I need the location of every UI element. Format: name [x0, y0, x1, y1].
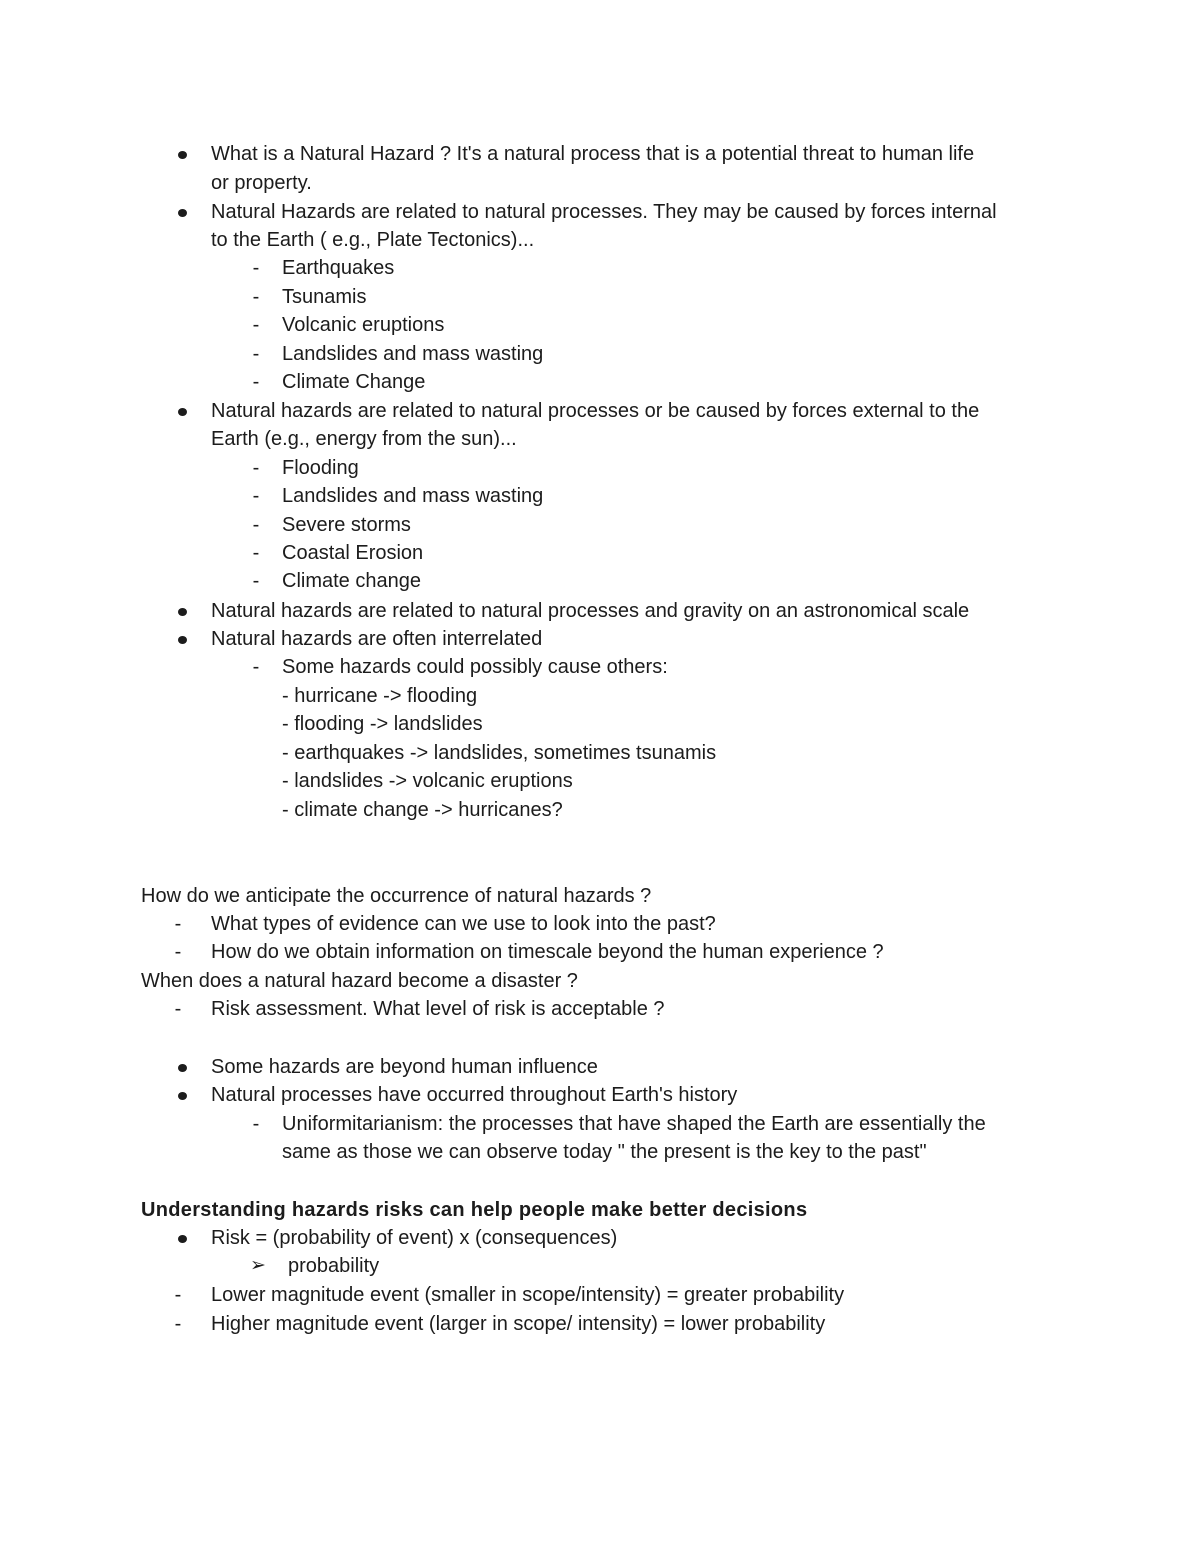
bullet-item — [0, 397, 1200, 426]
dash-marker: - — [252, 314, 260, 336]
bullet-dot — [172, 1053, 196, 1082]
dash-item — [0, 910, 1200, 939]
item-text: How do we obtain information on timescale beyond the human experience ? — [211, 941, 884, 963]
item-text: Landslides and mass wasting — [282, 343, 544, 365]
dash-marker: - — [174, 998, 182, 1020]
cause-item — [0, 796, 1200, 825]
arrow-icon: ➢ — [250, 1255, 266, 1276]
dash-item — [0, 995, 1200, 1024]
item-text: Earthquakes — [282, 257, 395, 279]
bullet-dot — [172, 1081, 196, 1110]
dash-marker: - — [174, 1313, 182, 1335]
dash-marker: - — [174, 941, 182, 963]
item-text: Climate Change — [282, 371, 426, 393]
item-text: Coastal Erosion — [282, 542, 424, 564]
item-text: - flooding -> landslides — [282, 713, 483, 735]
item-text: Earth (e.g., energy from the sun)... — [211, 428, 517, 450]
dash-marker: - — [252, 343, 260, 365]
dash-marker: - — [252, 485, 260, 507]
item-text: Natural processes have occurred throughout Earth's history — [211, 1084, 738, 1106]
heading-text: Understanding hazards risks can help people make better decisions — [141, 1199, 808, 1221]
item-text: - earthquakes -> landslides, sometimes tsunamis — [282, 742, 717, 764]
item-text: - hurricane -> flooding — [282, 685, 478, 707]
sub-item — [0, 254, 1200, 283]
item-text: Volcanic eruptions — [282, 314, 445, 336]
item-text: Higher magnitude event (larger in scope/ intensity) = lower probability — [211, 1313, 826, 1335]
dash-marker: - — [252, 542, 260, 564]
wrapped-text — [0, 169, 1200, 198]
dash-marker: - — [252, 570, 260, 592]
item-text: Landslides and mass wasting — [282, 485, 544, 507]
sub-item — [0, 454, 1200, 483]
arrow-item — [0, 1252, 1200, 1281]
wrapped-text — [0, 226, 1200, 255]
sub-item — [0, 511, 1200, 540]
dash-marker: - — [174, 1284, 182, 1306]
sub-item — [0, 283, 1200, 312]
bullet-dot — [172, 1224, 196, 1253]
bullet-item — [0, 597, 1200, 626]
bullet-item — [0, 1224, 1200, 1253]
bullet-dot — [172, 198, 196, 227]
sub-item — [0, 567, 1200, 596]
sub-item — [0, 653, 1200, 682]
cause-item — [0, 682, 1200, 711]
dash-marker: - — [252, 371, 260, 393]
item-text: probability — [288, 1255, 380, 1277]
bullet-dot — [172, 597, 196, 626]
dash-marker: - — [252, 656, 260, 678]
item-text: to the Earth ( e.g., Plate Tectonics)... — [211, 229, 535, 251]
item-text: or property. — [211, 172, 312, 194]
cause-item — [0, 739, 1200, 768]
sub-item — [0, 482, 1200, 511]
item-text: Severe storms — [282, 514, 411, 536]
sub-item — [0, 539, 1200, 568]
bullet-item — [0, 1081, 1200, 1110]
paragraph — [0, 967, 1200, 996]
sub-item — [0, 311, 1200, 340]
bullet-dot — [172, 625, 196, 654]
wrapped-text — [0, 1138, 1200, 1167]
bullet-item — [0, 198, 1200, 227]
bullet-item — [0, 140, 1200, 169]
dash-marker: - — [252, 286, 260, 308]
sub-item — [0, 368, 1200, 397]
item-text: Tsunamis — [282, 286, 367, 308]
section-heading — [0, 1196, 1200, 1225]
item-text: How do we anticipate the occurrence of natural hazards ? — [141, 885, 652, 907]
dash-marker: - — [252, 1113, 260, 1135]
item-text: Risk assessment. What level of risk is acceptable ? — [211, 998, 665, 1020]
item-text: What is a Natural Hazard ? It's a natural process that is a potential threat to human life — [211, 143, 975, 165]
dash-marker: - — [174, 913, 182, 935]
item-text: same as those we can observe today " the present is the key to the past" — [282, 1141, 927, 1163]
item-text: Lower magnitude event (smaller in scope/intensity) = greater probability — [211, 1284, 845, 1306]
dash-item — [0, 1281, 1200, 1310]
dash-marker: - — [252, 257, 260, 279]
item-text: Natural hazards are related to natural processes and gravity on an astronomical scale — [211, 600, 970, 622]
item-text: Uniformitarianism: the processes that have shaped the Earth are essentially the — [282, 1113, 986, 1135]
item-text: What types of evidence can we use to look into the past? — [211, 913, 716, 935]
dash-marker: - — [252, 514, 260, 536]
bullet-item — [0, 625, 1200, 654]
item-text: Risk = (probability of event) x (consequences) — [211, 1227, 618, 1249]
dash-marker: - — [252, 457, 260, 479]
bullet-dot — [172, 397, 196, 426]
bullet-item — [0, 1053, 1200, 1082]
item-text: - climate change -> hurricanes? — [282, 799, 563, 821]
item-text: Natural Hazards are related to natural processes. They may be caused by forces internal — [211, 201, 997, 223]
item-text: Natural hazards are related to natural processes or be caused by forces external to the — [211, 400, 980, 422]
paragraph — [0, 882, 1200, 911]
item-text: Some hazards are beyond human influence — [211, 1056, 598, 1078]
item-text: Natural hazards are often interrelated — [211, 628, 543, 650]
item-text: - landslides -> volcanic eruptions — [282, 770, 573, 792]
item-text: Flooding — [282, 457, 359, 479]
cause-item — [0, 767, 1200, 796]
cause-item — [0, 710, 1200, 739]
sub-item — [0, 1110, 1200, 1139]
dash-item — [0, 1310, 1200, 1339]
item-text: Some hazards could possibly cause others: — [282, 656, 668, 678]
wrapped-text — [0, 425, 1200, 454]
bullet-dot — [172, 140, 196, 169]
item-text: When does a natural hazard become a disaster ? — [141, 970, 578, 992]
item-text: Climate change — [282, 570, 421, 592]
dash-item — [0, 938, 1200, 967]
sub-item — [0, 340, 1200, 369]
